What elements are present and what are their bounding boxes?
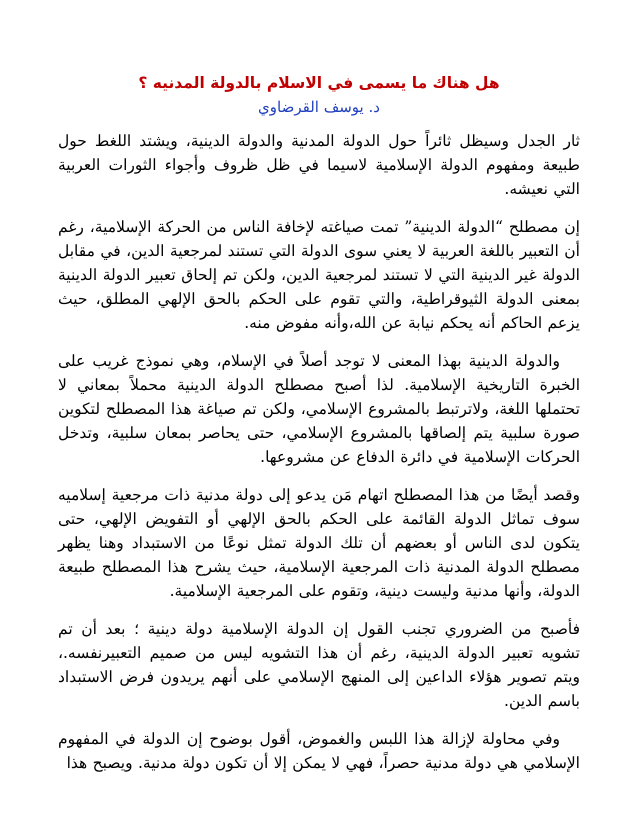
paragraph-1: ثار الجدل وسيظل ثائراً حول الدولة المدنية والدولة الدينية، ويشتد اللغط حول طبيعة ومفهوم الدولة الإسلامية لاسيما في ظل ظروف وأجواء الثورات العربية التي نعيشه. [58, 132, 580, 198]
paragraph-5: فأصبح من الضروري تجنب القول إن الدولة الإسلامية دولة دينية ؛ بعد أن تم تشويه تعبير الدولة الدينية، رغم أن هذا التشويه ليس من صميم التعبيرنفسه.، ويتم تصوير هؤلاء الداعين إلى المنهج الإسلامي على أنهم يريدون فرض الاستبداد باسم الدين. [58, 620, 580, 710]
paragraph-2: إن مصطلح “الدولة الدينية” تمت صياغته لإخافة الناس من الحركة الإسلامية، رغم أن التعبير باللغة العربية لا يعني سوى الدولة التي تستند لمرجعية الدين، في مقابل الدولة غير الدينية التي لا تستند لمرجعية الدين، ولكن تم إلحاق تعبير الدولة الدينية بمعنى الدولة الثيوقراطية، والتي تقوم على الحكم بالحق الإلهي المطلق، حيث يزعم الحاكم أنه يحكم نيابة عن الله،وأنه مفوض منه. [58, 218, 580, 332]
paragraph-6: وفي محاولة لإزالة هذا اللبس والغموض، أقول بوضوح إن الدولة في المفهوم الإسلامي هي دولة مدنية حصراً، فهي لا يمكن إلا أن تكون دولة مدنية. ويصبح هذا [58, 730, 580, 772]
article-title: هل هناك ما يسمى في الاسلام بالدولة المدنيه ؟ [138, 74, 500, 92]
paragraph-4: وقصد أيضًا من هذا المصطلح اتهام مَن يدعو إلى دولة مدنية ذات مرجعية إسلاميه سوف تماثل الدولة القائمة على الحكم بالحق الإلهي أو التفويض الإلهي، حتى يتكون لدى الناس أو بعضهم أن تلك الدولة تمثل نوعًا من الاستبداد وهنا يظهر مصطلح الدولة المدنية ذات المرجعية الإسلامية، حيث يشرح هذا المصطلح طبيعة الدولة، وأنها مدنية وليست دينية، وتقوم على المرجعية الإسلامية. [58, 486, 580, 600]
author-name: د. يوسف القرضاوي [258, 98, 380, 116]
paragraph-3: والدولة الدينية بهذا المعنى لا توجد أصلاً في الإسلام، وهي نموذج غريب على الخبرة التاريخية الإسلامية. لذا أصبح مصطلح الدولة الدينية محملاً بمعاني لا تحتملها اللغة، ولاترتبط بالمشروع الإسلامي، ولكن تم صياغة هذا المصطلح لتكوين صورة سلبية يتم إلصاقها بالمشروع الإسلامي، حتى يحاصر بمعان سلبية، وتدخل الحركات الإسلامية في دائرة الدفاع عن مشروعها. [58, 352, 580, 466]
